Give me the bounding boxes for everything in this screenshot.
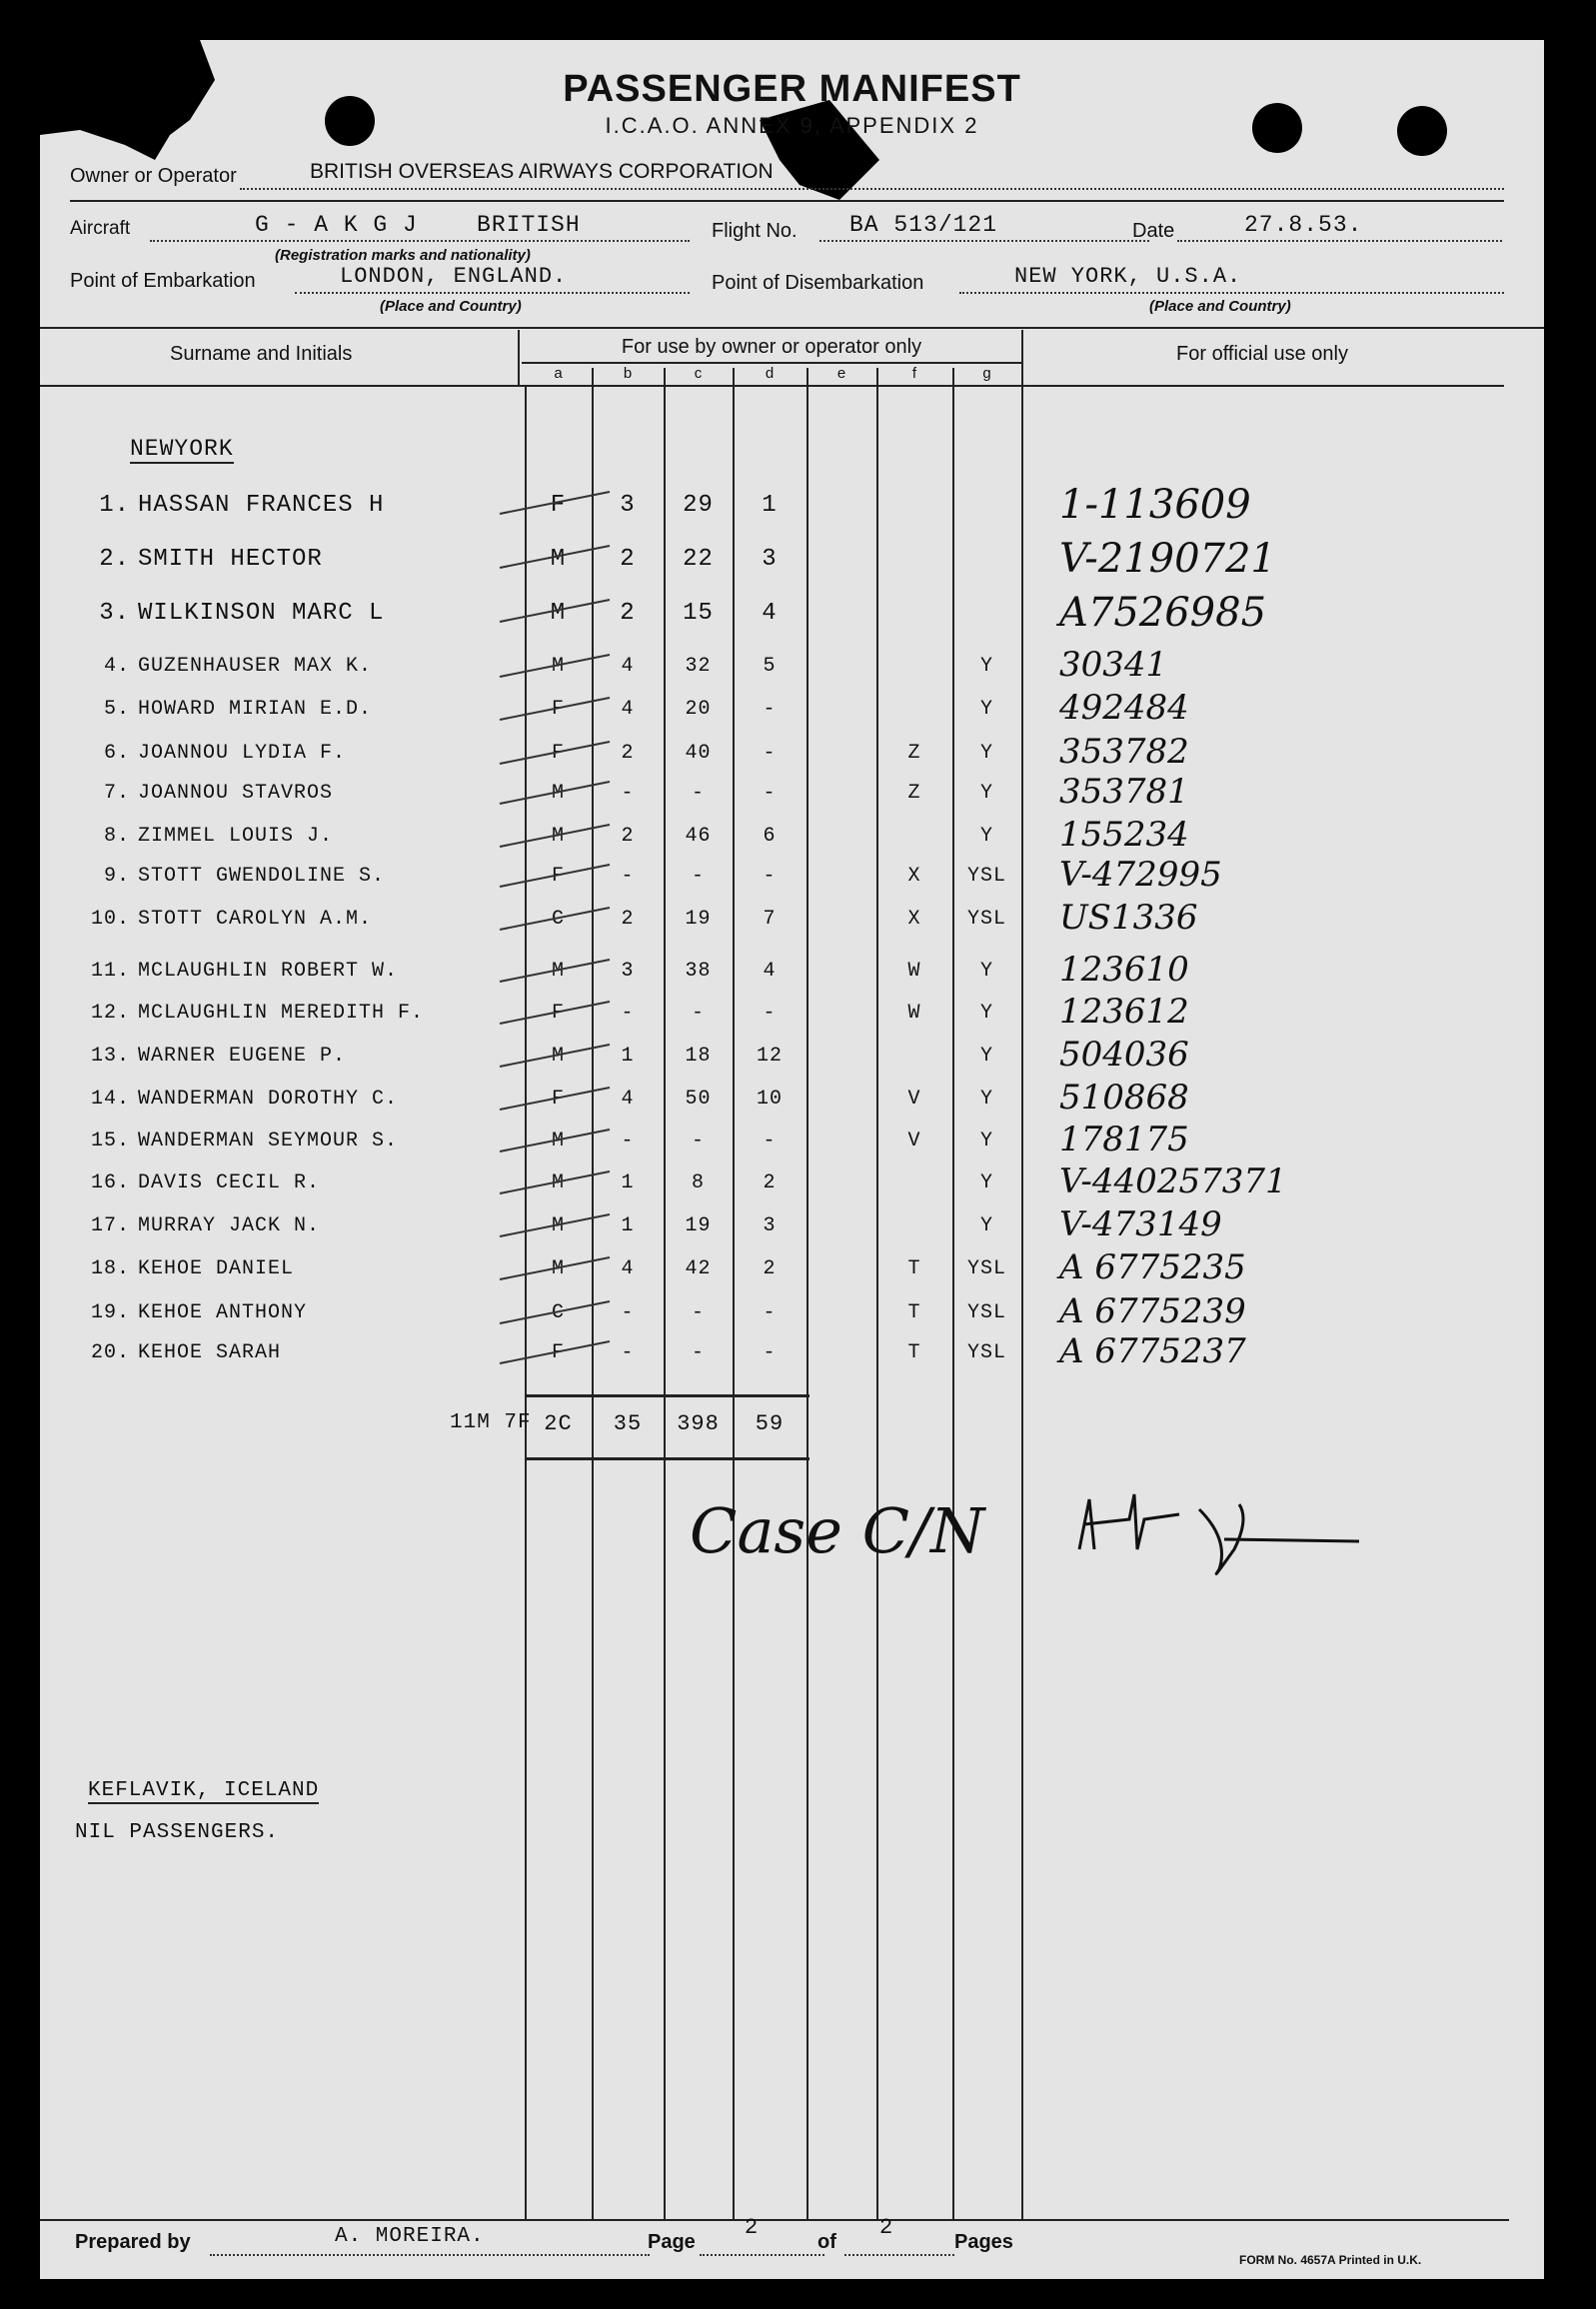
official-number: 30341	[1059, 645, 1168, 685]
total-d: 59	[755, 1411, 785, 1436]
passenger-name: DAVIS CECIL R.	[138, 1171, 321, 1194]
cell-a: F	[550, 492, 567, 519]
cell-c: 42	[685, 1257, 712, 1280]
of-label: of	[817, 2231, 836, 2253]
passenger-name: HASSAN FRANCES H	[138, 492, 385, 519]
official-number: 504036	[1059, 1035, 1189, 1075]
cell-a: M	[551, 782, 565, 805]
sub-col-f: f	[911, 365, 917, 382]
cell-c: 46	[685, 825, 712, 848]
sub-col-g: g	[982, 365, 991, 382]
cell-d: 2	[763, 1257, 777, 1280]
sub-col-c: c	[694, 365, 703, 382]
official-number: 492484	[1059, 688, 1189, 728]
cell-b: -	[621, 865, 635, 888]
tick-mark	[495, 952, 615, 992]
cell-f: T	[907, 1257, 921, 1280]
passenger-name: JOANNOU LYDIA F.	[138, 742, 347, 765]
cell-a: M	[551, 1214, 565, 1237]
row-number: 17.	[90, 1214, 130, 1237]
cell-g: Y	[979, 1002, 993, 1025]
cell-f: Z	[907, 782, 921, 805]
cell-f: V	[907, 1088, 921, 1111]
official-number: V-473149	[1059, 1204, 1222, 1244]
cell-g: Y	[979, 1171, 993, 1194]
passenger-name: KEHOE DANIEL	[138, 1257, 295, 1280]
prepared-label: Prepared by	[75, 2231, 191, 2253]
cell-f: Z	[907, 742, 921, 765]
row-number: 16.	[90, 1171, 130, 1194]
tick-mark	[495, 1163, 615, 1203]
pages-label: Pages	[954, 2231, 1013, 2253]
cell-d: 4	[763, 960, 777, 983]
cell-f: V	[907, 1130, 921, 1153]
cell-a: M	[550, 546, 567, 573]
cell-b: 3	[620, 492, 636, 519]
row-number: 18.	[90, 1257, 130, 1280]
cell-c: 20	[685, 698, 712, 721]
row-number: 13.	[90, 1045, 130, 1068]
date-label: Date	[1132, 220, 1175, 242]
cell-b: 3	[621, 960, 635, 983]
total-a: 2C	[544, 1411, 573, 1436]
col-operator-header: For use by owner or operator only	[621, 336, 922, 358]
cell-a: M	[551, 1171, 565, 1194]
official-number: 510868	[1059, 1078, 1189, 1118]
official-number: 123612	[1059, 992, 1189, 1032]
cell-d: -	[763, 1301, 777, 1324]
cell-g: Y	[979, 698, 993, 721]
row-number: 9.	[103, 865, 130, 888]
tick-mark	[495, 690, 615, 730]
tick-mark	[495, 774, 615, 814]
tick-mark	[495, 538, 615, 578]
cell-d: 2	[763, 1171, 777, 1194]
embark-label: Point of Embarkation	[70, 270, 256, 292]
passenger-name: KEHOE SARAH	[138, 1341, 282, 1364]
official-number: A 6775239	[1059, 1291, 1246, 1331]
row-number: 11.	[90, 960, 130, 983]
row-number: 5.	[103, 698, 130, 721]
cell-g: YSL	[966, 1341, 1006, 1364]
cell-a: M	[551, 960, 565, 983]
cell-a: M	[551, 825, 565, 848]
embark-note: (Place and Country)	[380, 298, 522, 315]
cell-b: 1	[621, 1214, 635, 1237]
owner-label: Owner or Operator	[70, 165, 237, 187]
tick-mark	[495, 900, 615, 940]
cell-f: X	[907, 865, 921, 888]
embark-value: LONDON, ENGLAND.	[340, 264, 568, 289]
cell-b: -	[621, 1130, 635, 1153]
official-number: 178175	[1059, 1120, 1189, 1159]
passenger-name: ZIMMEL LOUIS J.	[138, 825, 334, 848]
section-keflavik: KEFLAVIK, ICELAND	[88, 1779, 320, 1802]
cell-g: YSL	[966, 1301, 1006, 1324]
cell-c: -	[691, 1301, 705, 1324]
aircraft-label: Aircraft	[70, 218, 131, 239]
row-number: 2.	[99, 546, 130, 573]
passenger-name: STOTT GWENDOLINE S.	[138, 865, 386, 888]
date-value: 27.8.53.	[1244, 212, 1363, 238]
tick-mark	[495, 1206, 615, 1246]
page-label: Page	[648, 2231, 696, 2253]
cell-g: Y	[979, 960, 993, 983]
cell-c: -	[691, 865, 705, 888]
passenger-name: SMITH HECTOR	[138, 546, 323, 573]
cell-d: -	[763, 742, 777, 765]
passenger-name: WILKINSON MARC L	[138, 600, 385, 627]
passenger-name: GUZENHAUSER MAX K.	[138, 655, 373, 678]
cell-c: 19	[685, 908, 712, 931]
cell-b: 2	[620, 600, 636, 627]
cell-g: Y	[979, 782, 993, 805]
passenger-name: HOWARD MIRIAN E.D.	[138, 698, 373, 721]
row-number: 10.	[90, 908, 130, 931]
official-number: 155234	[1059, 815, 1189, 855]
handwritten-signature	[1069, 1479, 1369, 1589]
tick-mark	[495, 1249, 615, 1289]
tick-mark	[495, 1333, 615, 1373]
col-name-header: Surname and Initials	[170, 343, 353, 365]
cell-c: -	[691, 1130, 705, 1153]
passenger-name: WARNER EUGENE P.	[138, 1045, 347, 1068]
form-number: FORM No. 4657A Printed in U.K.	[1239, 2253, 1422, 2267]
row-number: 19.	[90, 1301, 130, 1324]
cell-d: 4	[762, 600, 778, 627]
total-c: 398	[677, 1411, 720, 1436]
official-number: 123610	[1059, 950, 1189, 990]
total-b: 35	[613, 1411, 643, 1436]
cell-c: 8	[691, 1171, 705, 1194]
cell-d: -	[763, 1341, 777, 1364]
cell-b: 2	[620, 546, 636, 573]
tick-mark	[495, 484, 615, 524]
cell-d: -	[763, 1002, 777, 1025]
sub-col-e: e	[836, 365, 846, 382]
passenger-name: KEHOE ANTHONY	[138, 1301, 308, 1324]
row-number: 7.	[103, 782, 130, 805]
cell-a: F	[551, 1341, 565, 1364]
passenger-name: MURRAY JACK N.	[138, 1214, 321, 1237]
cell-a: M	[551, 655, 565, 678]
cell-c: 32	[685, 655, 712, 678]
cell-b: 1	[621, 1171, 635, 1194]
disembark-note: (Place and Country)	[1149, 298, 1291, 315]
cell-g: Y	[979, 1130, 993, 1153]
cell-b: 2	[621, 825, 635, 848]
handwritten-annotation: Case C/N	[690, 1494, 985, 1567]
page-value: 2	[745, 2215, 760, 2240]
official-number: A 6775235	[1059, 1247, 1246, 1287]
cell-a: F	[551, 1002, 565, 1025]
cell-f: T	[907, 1341, 921, 1364]
aircraft-value: G - A K G J BRITISH	[255, 212, 581, 238]
tick-mark	[495, 592, 615, 632]
cell-f: T	[907, 1301, 921, 1324]
row-number: 20.	[90, 1341, 130, 1364]
cell-a: F	[551, 698, 565, 721]
cell-a: F	[551, 742, 565, 765]
passenger-name: MCLAUGHLIN MEREDITH F.	[138, 1002, 425, 1025]
tick-mark	[495, 1080, 615, 1120]
cell-a: M	[551, 1130, 565, 1153]
totals-label: 11M 7F	[450, 1411, 532, 1434]
cell-b: -	[621, 1301, 635, 1324]
cell-c: 38	[685, 960, 712, 983]
cell-c: 15	[683, 600, 714, 627]
sub-col-d: d	[765, 365, 775, 382]
tick-mark	[495, 994, 615, 1034]
cell-b: -	[621, 782, 635, 805]
cell-g: Y	[979, 655, 993, 678]
cell-g: Y	[979, 1088, 993, 1111]
cell-c: 29	[683, 492, 714, 519]
flight-label: Flight No.	[712, 220, 798, 242]
passenger-name: JOANNOU STAVROS	[138, 782, 334, 805]
cell-d: 12	[756, 1045, 783, 1068]
owner-value: BRITISH OVERSEAS AIRWAYS CORPORATION	[310, 160, 774, 183]
official-number: V-440257371	[1059, 1161, 1287, 1201]
cell-g: YSL	[966, 908, 1006, 931]
flight-value: BA 513/121	[849, 212, 998, 238]
cell-a: M	[551, 1045, 565, 1068]
cell-c: 50	[685, 1088, 712, 1111]
tick-mark	[495, 817, 615, 857]
official-number: A7526985	[1059, 590, 1267, 636]
tick-mark	[495, 857, 615, 897]
cell-g: YSL	[966, 1257, 1006, 1280]
tick-mark	[495, 1293, 615, 1333]
cell-g: YSL	[966, 865, 1006, 888]
aircraft-note: (Registration marks and nationality)	[275, 247, 531, 264]
cell-d: -	[763, 782, 777, 805]
cell-c: -	[691, 1002, 705, 1025]
official-number: V-2190721	[1059, 536, 1276, 582]
cell-c: 18	[685, 1045, 712, 1068]
cell-d: 3	[762, 546, 778, 573]
tick-mark	[495, 734, 615, 774]
form-title: PASSENGER MANIFEST	[563, 68, 1021, 110]
sub-col-b: b	[623, 365, 633, 382]
cell-b: -	[621, 1341, 635, 1364]
cell-a: C	[551, 908, 565, 931]
official-number: 1-113609	[1059, 482, 1251, 528]
row-number: 12.	[90, 1002, 130, 1025]
cell-c: -	[691, 782, 705, 805]
cell-d: 10	[756, 1088, 783, 1111]
official-number: US1336	[1059, 898, 1198, 938]
passenger-name: WANDERMAN SEYMOUR S.	[138, 1130, 399, 1153]
cell-d: 5	[763, 655, 777, 678]
form-subtitle: I.C.A.O. ANNEX 9, APPENDIX 2	[605, 113, 979, 138]
cell-d: 3	[763, 1214, 777, 1237]
manifest-sheet	[40, 40, 1544, 2279]
passenger-name: STOTT CAROLYN A.M.	[138, 908, 373, 931]
cell-b: 2	[621, 908, 635, 931]
sub-col-a: a	[554, 365, 563, 382]
cell-a: C	[551, 1301, 565, 1324]
cell-g: Y	[979, 742, 993, 765]
cell-b: 4	[621, 698, 635, 721]
cell-b: 4	[621, 1088, 635, 1111]
tick-mark	[495, 1122, 615, 1161]
disembark-label: Point of Disembarkation	[712, 272, 924, 294]
cell-f: W	[907, 1002, 921, 1025]
cell-b: 4	[621, 655, 635, 678]
cell-a: F	[551, 1088, 565, 1111]
disembark-value: NEW YORK, U.S.A.	[1014, 264, 1242, 289]
prepared-value: A. MOREIRA.	[335, 2225, 485, 2248]
cell-d: 1	[762, 492, 778, 519]
passenger-name: MCLAUGHLIN ROBERT W.	[138, 960, 399, 983]
cell-d: -	[763, 698, 777, 721]
section-keflavik-note: NIL PASSENGERS.	[75, 1821, 280, 1844]
row-number: 1.	[99, 492, 130, 519]
of-value: 2	[879, 2215, 894, 2240]
cell-b: -	[621, 1002, 635, 1025]
cell-c: 22	[683, 546, 714, 573]
cell-g: Y	[979, 1045, 993, 1068]
official-number: 353781	[1059, 772, 1189, 812]
cell-a: M	[550, 600, 567, 627]
row-number: 4.	[103, 655, 130, 678]
cell-c: -	[691, 1341, 705, 1364]
tick-mark	[495, 647, 615, 687]
cell-b: 2	[621, 742, 635, 765]
tick-mark	[495, 1037, 615, 1077]
col-official-header: For official use only	[1176, 343, 1348, 365]
cell-g: Y	[979, 1214, 993, 1237]
cell-d: -	[763, 865, 777, 888]
passenger-name: WANDERMAN DOROTHY C.	[138, 1088, 399, 1111]
row-number: 6.	[103, 742, 130, 765]
cell-c: 19	[685, 1214, 712, 1237]
official-number: V-472995	[1059, 855, 1222, 895]
cell-b: 4	[621, 1257, 635, 1280]
cell-a: M	[551, 1257, 565, 1280]
cell-b: 1	[621, 1045, 635, 1068]
cell-d: 6	[763, 825, 777, 848]
cell-g: Y	[979, 825, 993, 848]
cell-f: W	[907, 960, 921, 983]
row-number: 8.	[103, 825, 130, 848]
cell-d: -	[763, 1130, 777, 1153]
cell-a: F	[551, 865, 565, 888]
row-number: 15.	[90, 1130, 130, 1153]
cell-d: 7	[763, 908, 777, 931]
official-number: A 6775237	[1059, 1331, 1246, 1371]
cell-c: 40	[685, 742, 712, 765]
section-newyork: NEWYORK	[130, 436, 234, 462]
official-number: 353782	[1059, 732, 1189, 772]
row-number: 14.	[90, 1088, 130, 1111]
row-number: 3.	[99, 600, 130, 627]
cell-f: X	[907, 908, 921, 931]
